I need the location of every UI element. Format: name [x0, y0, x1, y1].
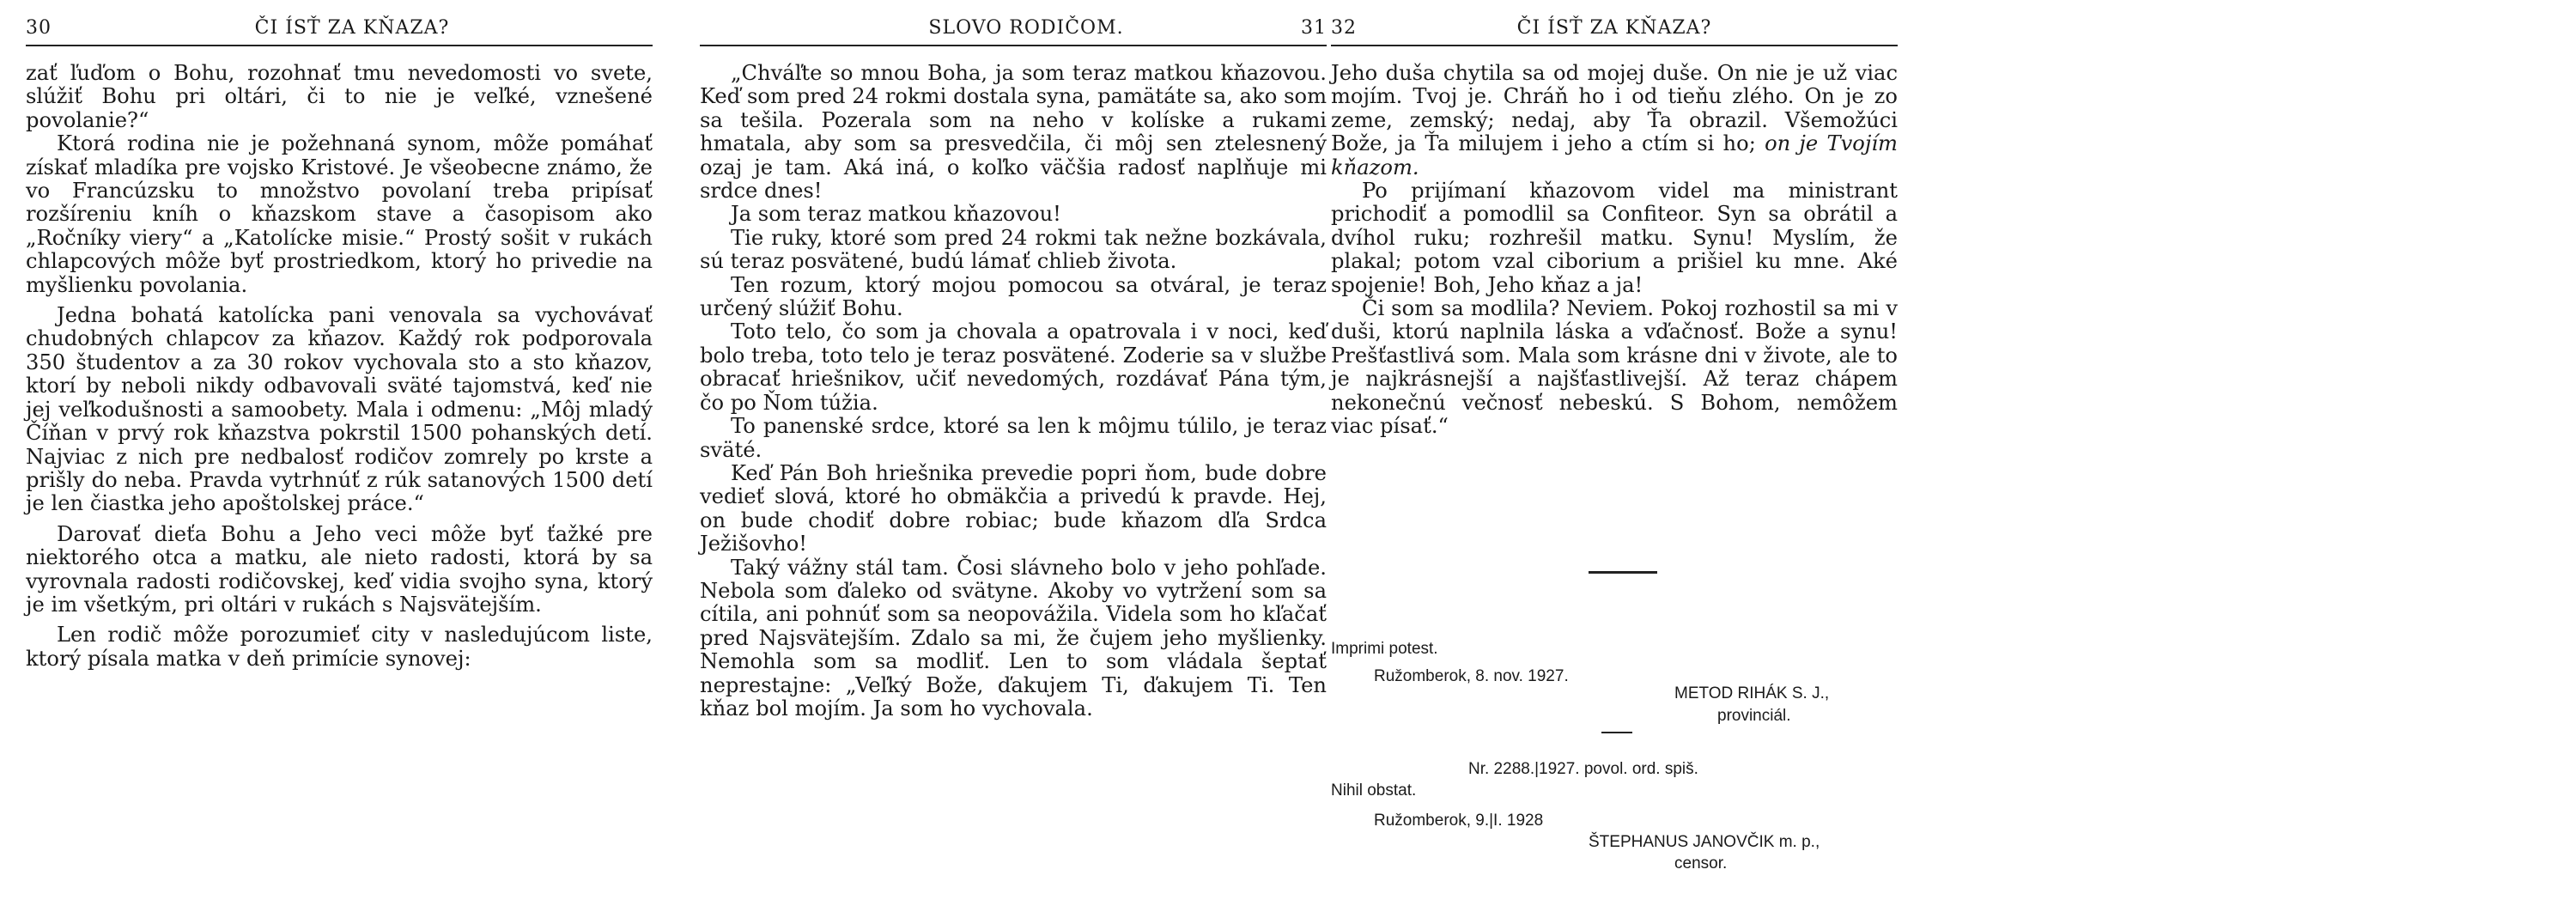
page-30 — [26, 0, 678, 906]
running-title: ČI ÍSŤ ZA KŇAZA? — [1516, 17, 1712, 39]
page-32 — [1331, 0, 1898, 906]
nihil-obstat: Nihil obstat. — [1331, 781, 1417, 800]
imprimi-potest: Imprimi potest. — [1331, 640, 1438, 658]
paragraph-emphasis: on je Tvojím kňazom. — [1331, 131, 1898, 179]
role-1: provinciál. — [1717, 707, 1791, 725]
paragraph: Tie ruky, ktoré som pred 24 rokmi tak nežne bozkávala, sú teraz posvätené, budú lámať chlieb života. — [700, 225, 1327, 274]
paragraph: Taký vážny stál tam. Čosi slávneho bolo v jeho pohľade. Nebola som ďaleko od svätyne. Akoby vo vytržení som sa cítila, ani pohnúť som sa neopovážila. Videla som ho kľačať pred Najsvätejším. Zdalo sa mi, že čujem jeho myšlienky. Nemohla som sa modliť. Len to som vládala šeptať neprestajne: „Veľký Bože, ďakujem Ti, ďakujem Ti. Ten kňaz bol mojím. Ja som ho vychovala. — [700, 555, 1327, 721]
page-31 — [700, 0, 1352, 906]
page-number: 30 — [26, 17, 52, 39]
signer-2: ŠTEPHANUS JANOVČIK m. p., — [1589, 833, 1820, 851]
paragraph-text: Po prijímaní kňazovom videl ma ministrant prichodiť a pomodlil sa Confiteor. Syn sa obrátil a dvíhol ruku; rozhrešil matku. Synu! Myslím, že plakal; potom vzal ciborium a prišiel ku mne. Aké spojenie! Boh, Jeho kňaz a ja! — [1331, 179, 1898, 297]
paragraph: To panenské srdce, ktoré sa len k môjmu túlilo, je teraz sväté. — [700, 414, 1327, 462]
short-rule — [1601, 732, 1632, 733]
paragraph — [1331, 297, 1898, 438]
paragraph: Keď Pán Boh hriešnika prevedie popri ňom, bude dobre vedieť slová, ktoré ho obmäkčia a privedú k pravde. Hej, on bude chodiť dobre robiac; bude kňazom dľa Srdca Ježišovho! — [700, 460, 1327, 556]
body-text — [26, 62, 653, 671]
paragraph: „Chváľte so mnou Boha, ja som teraz matkou kňazovou. Keď som pred 24 rokmi dostala syna, pamätáte sa, ako som sa tešila. Pozerala som na neho v kolíske a rukami hmatala, aby som sa presvedčila, či môj sen ztelesnený ozaj je tam. Aká iná, o koľko väčšia radosť naplňuje mi srdce dnes! — [700, 61, 1327, 204]
paragraph-text: Či som sa modlila? Neviem. Pokoj rozhostil sa mi v duši, ktorú naplnila láska a vďačnosť. Bože a synu! Prešťastlivá som. Mala som krásne dni v živote, ale to je najkrásnejší a najšťastlivejší. Až teraz chápem nekonečnú večnosť nebeskú. S Bohom, nemôžem viac písať.“ — [1331, 296, 1898, 439]
paragraph: Toto telo, čo som ja chovala a opatrovala i v noci, keď bolo treba, toto telo je teraz posvätené. Zoderie sa v službe obracať hriešnikov, učiť nevedomých, rozdávať Pána tým, čo po Ňom túžia. — [700, 319, 1327, 415]
header-rule — [1331, 45, 1898, 46]
paragraph: Ja som teraz matkou kňazovou! — [731, 202, 1061, 227]
paragraph: Ktorá rodina nie je požehnaná synom, môže pomáhať získať mladíka pre vojsko Kristové. Je všeobecne známo, že vo Francúzsku to množstvo povolaní treba pripísať rozšíreniu kníh o kňazskom stave a časopisom ako „Ročníky viery“ a „Katolícke misie.“ Prostý sošit v rukách chlapcových môže byť prostriedkom, ktorý ho privedie na myšlienku povolania. — [26, 131, 653, 297]
paragraph — [1331, 179, 1898, 297]
approval-reference: Nr. 2288.|1927. povol. ord. spiš. — [1468, 760, 1698, 778]
header-rule — [26, 45, 653, 46]
page-number: 32 — [1331, 17, 1357, 39]
page-number: 31 — [1301, 17, 1327, 39]
place-date-1: Ružomberok, 8. nov. 1927. — [1374, 667, 1569, 685]
body-text — [700, 62, 1327, 721]
paragraph — [1331, 62, 1898, 179]
header-rule — [700, 45, 1327, 46]
paragraph: zať ľuďom o Bohu, rozohnať tmu nevedomosti vo svete, slúžiť Bohu pri oltári, či to nie je veľké, vznešené povolanie?“ — [26, 61, 653, 132]
signer-1: METOD RIHÁK S. J., — [1674, 684, 1830, 702]
running-head — [26, 14, 678, 43]
paragraph: Jedna bohatá katolícka pani venovala sa vychovávať chudobných chlapcov za kňazov. Každý rok podporovala 350 študentov a za 30 rokov vychovala sto a sto kňazov, ktorí by neboli nikdy odbavovali sväté tajomstvá, keď nie jej veľkodušnosti a samoobety. Mala i odmenu: „Môj mladý Číňan v prvý rok kňazstva pokrstil 1500 pohanských detí. Najviac z nich pre nedbalosť rodičov zomrely po krste a prišly do neba. Pravda vytrhnúť z rúk satanových 1500 detí je len čiastka jeho apoštolskej práce.“ — [26, 303, 653, 516]
paragraph: Ten rozum, ktorý mojou pomocou sa otváral, je teraz určený slúžiť Bohu. — [700, 272, 1327, 321]
running-head — [700, 14, 1352, 43]
place-date-2: Ružomberok, 9.|I. 1928 — [1374, 812, 1544, 830]
paragraph: Darovať dieťa Bohu a Jeho veci môže byť ťažké pre niektorého otca a matku, ale nieto radosti, ktorá by sa vyrovnala radosti rodičovskej, keď vidia svojho syna, ktorý je im všetkým, pri oltári v rukách s Najsvätejším. — [26, 521, 653, 617]
paragraph-text: Jeho duša chytila sa od mojej duše. On nie je už viac mojím. Tvoj je. Chráň ho i od tieňu zlého. On je zo zeme, zemský; nedaj, aby Ťa obrazil. Všemožúci Bože, ja Ťa milujem i jeho a ctím si ho; — [1331, 61, 1898, 156]
running-title: ČI ÍSŤ ZA KŇAZA? — [254, 17, 450, 39]
running-head — [1331, 14, 1898, 43]
section-divider — [1589, 571, 1657, 574]
body-text — [1331, 62, 1898, 439]
role-2: censor. — [1674, 854, 1728, 873]
running-title: SLOVO RODIČOM. — [928, 17, 1124, 39]
paragraph: Len rodič môže porozumieť city v nasledujúcom liste, ktorý písala matka v deň primície synovej: — [26, 623, 653, 671]
